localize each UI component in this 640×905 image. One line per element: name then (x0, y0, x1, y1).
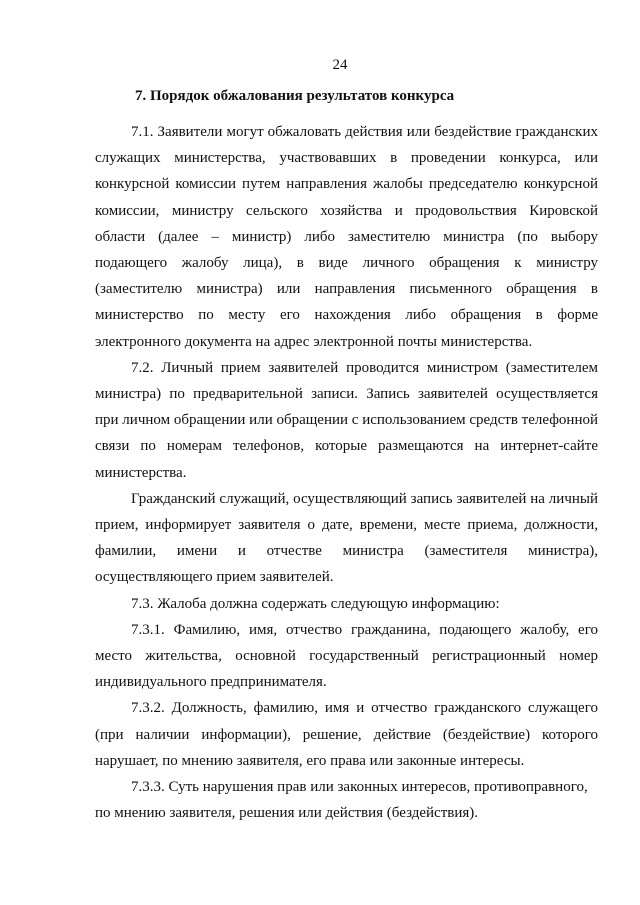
paragraph-7-3: 7.3. Жалоба должна содержать следующую информацию: (131, 595, 500, 612)
paragraph-registration: Гражданский служащий, осуществляющий запись заявителей на личный прием, информирует заявителя о дате, времени, месте приема, должности, фамилии, имени и отчестве министра (заместителя министра), осуществляющего прием заявителей. (95, 490, 598, 586)
paragraph-7-2: 7.2. Личный прием заявителей проводится министром (заместителем министра) по предварительной записи. Запись заявителей осуществляется при личном обращении или обращении с использованием средств телефонной связи по номерам телефонов, которые размещаются на интернет-сайте министерства. (95, 359, 599, 481)
paragraph-7-1: 7.1. Заявители могут обжаловать действия или бездействие гражданских служащих министерства, участвовавших в проведении конкурса, или конкурсной комиссии путем направления жалобы председателю конкурсной комиссии, министру сельского хозяйства и продовольствия Кировской области (далее – министр) либо заместителю министра (по выбору подающего жалобу лица), в виде личного обращения к министру (заместителю министра) или направления письменного обращения в министерство по месту его нахождения либо обращения в форме электронного документа на адрес электронной почты министерства. (95, 124, 598, 350)
body-text (95, 119, 598, 826)
section-heading: 7. Порядок обжалования результатов конкурса (135, 88, 455, 104)
paragraph-7-3-3: 7.3.3. Суть нарушения прав или законных интересов, противоправного, по мнению заявителя, решения или действия (бездействия). (95, 779, 588, 822)
paragraph-7-3-2: 7.3.2. Должность, фамилию, имя и отчество гражданского служащего (при наличии информации), решение, действие (бездействие) которого нарушает, по мнению заявителя, его права или законные интересы. (95, 700, 598, 769)
page-number: 24 (332, 57, 348, 73)
paragraph-7-3-1: 7.3.1. Фамилию, имя, отчество гражданина, подающего жалобу, его место жительства, основной государственный регистрационный номер индивидуального предпринимателя. (95, 621, 598, 691)
